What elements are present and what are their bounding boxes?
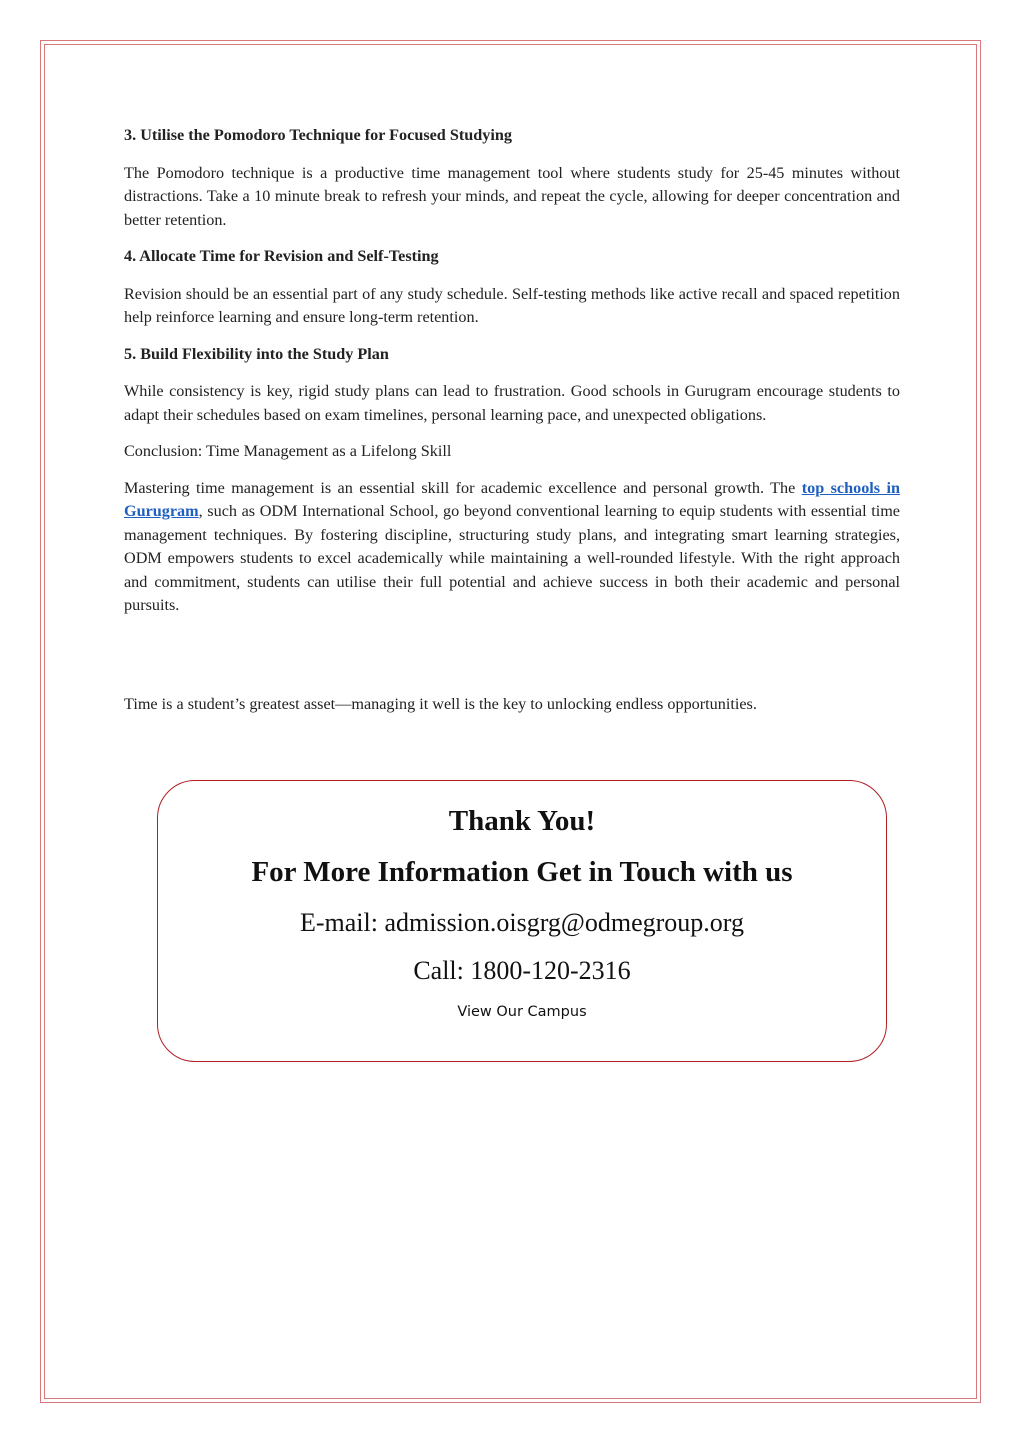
conclusion-text-before-link: Mastering time management is an essential skill for academic excellence and personal growth. The bbox=[124, 478, 802, 497]
section-heading-flexibility: 5. Build Flexibility into the Study Plan bbox=[124, 344, 389, 363]
article-body bbox=[124, 124, 900, 631]
more-info-heading: For More Information Get in Touch with us bbox=[251, 856, 793, 888]
contact-box bbox=[157, 780, 887, 1062]
section-body-revision: Revision should be an essential part of any study schedule. Self-testing methods like active recall and spaced repetition help reinforce learning and ensure long-term retention. bbox=[124, 284, 900, 326]
top-schools-link[interactable]: top schools in Gurugram bbox=[124, 478, 900, 520]
thank-you-heading: Thank You! bbox=[448, 805, 596, 837]
email-line[interactable]: E-mail: admission.oisgrg@odmegroup.org bbox=[299, 908, 744, 937]
conclusion-title: Conclusion: Time Management as a Lifelong Skill bbox=[124, 442, 452, 460]
section-body-flexibility: While consistency is key, rigid study plans can lead to frustration. Good schools in Gurugram encourage students to adapt their schedules based on exam timelines, personal learning pace, and unexpected obligations. bbox=[124, 382, 900, 424]
conclusion-body bbox=[124, 477, 900, 618]
call-line[interactable]: Call: 1800-120-2316 bbox=[413, 956, 631, 985]
view-campus-link[interactable]: View Our Campus bbox=[457, 1004, 587, 1020]
closing-line: Time is a student’s greatest asset—managing it well is the key to unlocking endless opportunities. bbox=[124, 695, 757, 713]
section-body-pomodoro: The Pomodoro technique is a productive time management tool where students study for 25-45 minutes without distractions. Take a 10 minute break to refresh your minds, and repeat the cycle, allowing for deeper concentration and better retention. bbox=[124, 163, 900, 229]
section-heading-pomodoro: 3. Utilise the Pomodoro Technique for Focused Studying bbox=[124, 126, 512, 144]
section-heading-revision: 4. Allocate Time for Revision and Self-Testing bbox=[124, 247, 439, 265]
conclusion-text-after-link: , such as ODM International School, go beyond conventional learning to equip students with essential time management techniques. By fostering discipline, structuring study plans, and integrating smart learning strategies, ODM empowers students to excel academically while maintaining a well-rounded lifestyle. With the right approach and commitment, students can utilise their full potential and achieve success in both their academic and personal pursuits. bbox=[124, 502, 900, 614]
